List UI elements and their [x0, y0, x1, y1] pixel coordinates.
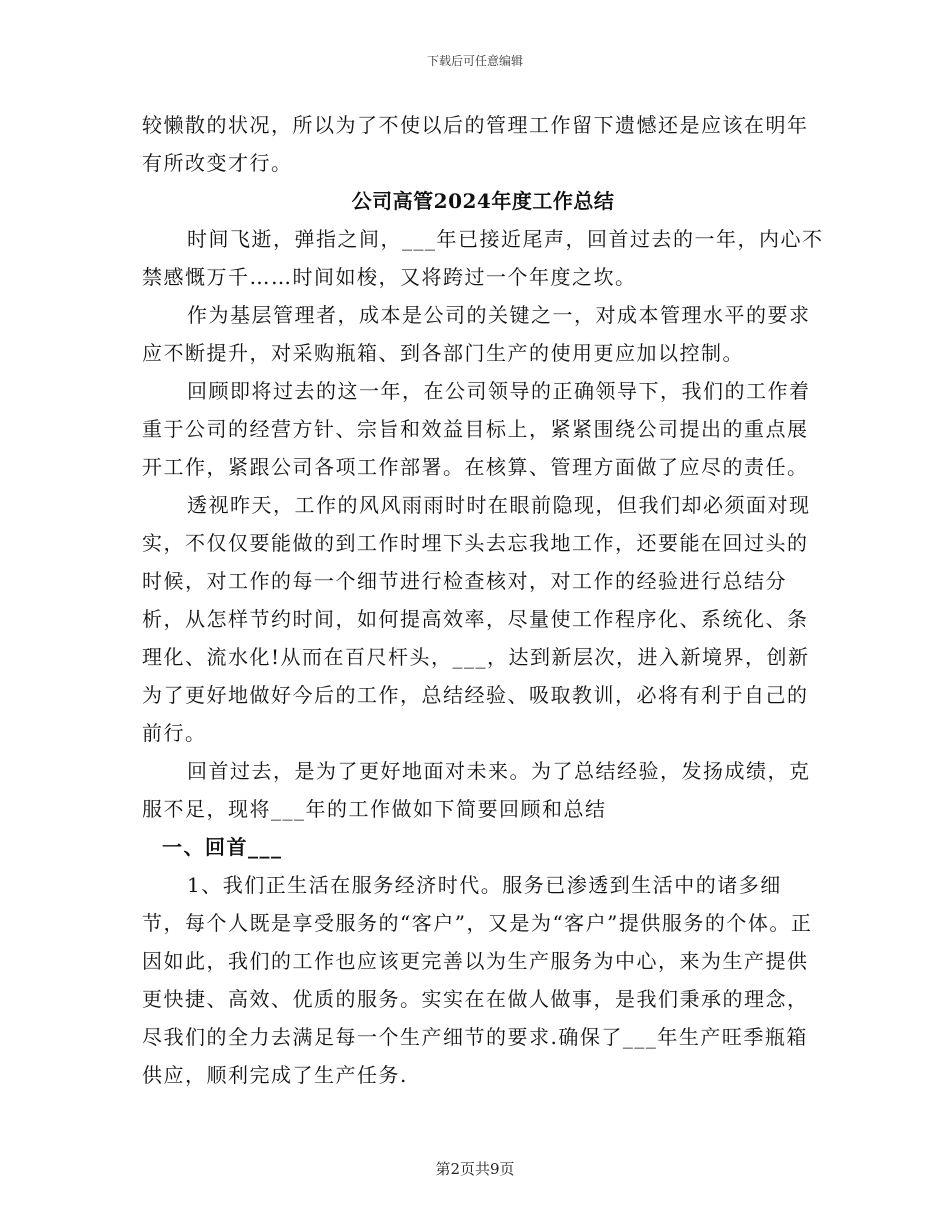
document-title: 公司高管2024年度工作总结 — [351, 189, 615, 213]
paragraph-review: 回顾即将过去的这一年，在公司领导的正确领导下，我们的工作着重于公司的经营方针、宗旨和效益目标上，紧紧围绕公司提出的重点展开工作，紧跟公司各项工作部署。在核算、管理方面做了应尽的责任。 — [142, 379, 811, 479]
section-heading: 一、回首___ — [162, 835, 283, 859]
page-number: 第2页共9页 — [435, 1160, 515, 1178]
paragraph-reflection: 透视昨天，工作的风风雨雨时时在眼前隐现，但我们却必须面对现实，不仅仅要能做的到工作时埋下头去忘我地工作，还要能在回过头的时候，对工作的每一个细节进行检查核对，对工作的经验进行总结分析，从怎样节约时间，如何提高效率，尽量使工作程序化、系统化、条理化、流水化!从而在百尺杆头，___，达到新层次，进入新境界，创新为了更好地做好今后的工作，总结经验、吸取教训，必将有利于自己的前行。 — [142, 493, 811, 745]
paragraph-intro: 时间飞逝，弹指之间，___年已接近尾声，回首过去的一年，内心不禁感慨万千……时间如梭，又将跨过一个年度之坎。 — [142, 227, 824, 289]
paragraph-looking-back: 回首过去，是为了更好地面对未来。为了总结经验，发扬成绩，克服不足，现将___年的工作做如下简要回顾和总结 — [142, 759, 811, 821]
paragraph-service: 1、我们正生活在服务经济时代。服务已渗透到生活中的诸多细节，每个人既是享受服务的“客户”，又是为“客户”提供服务的个体。正因如此，我们的工作也应该更完善以为生产服务为中心，来为生产提供更快捷、高效、优质的服务。实实在在做人做事，是我们秉承的理念，尽我们的全力去满足每一个生产细节的要求.确保了___年生产旺季瓶箱供应，顺利完成了生产任务. — [142, 873, 813, 1087]
carryover-paragraph: 较懒散的状况，所以为了不使以后的管理工作留下遗憾还是应该在明年有所改变才行。 — [142, 113, 809, 175]
page-header: 下载后可任意编辑 — [426, 54, 523, 68]
paragraph-cost-management: 作为基层管理者，成本是公司的关键之一，对成本管理水平的要求应不断提升，对采购瓶箱、到各部门生产的使用更应加以控制。 — [142, 303, 811, 365]
document-body — [142, 106, 824, 1094]
